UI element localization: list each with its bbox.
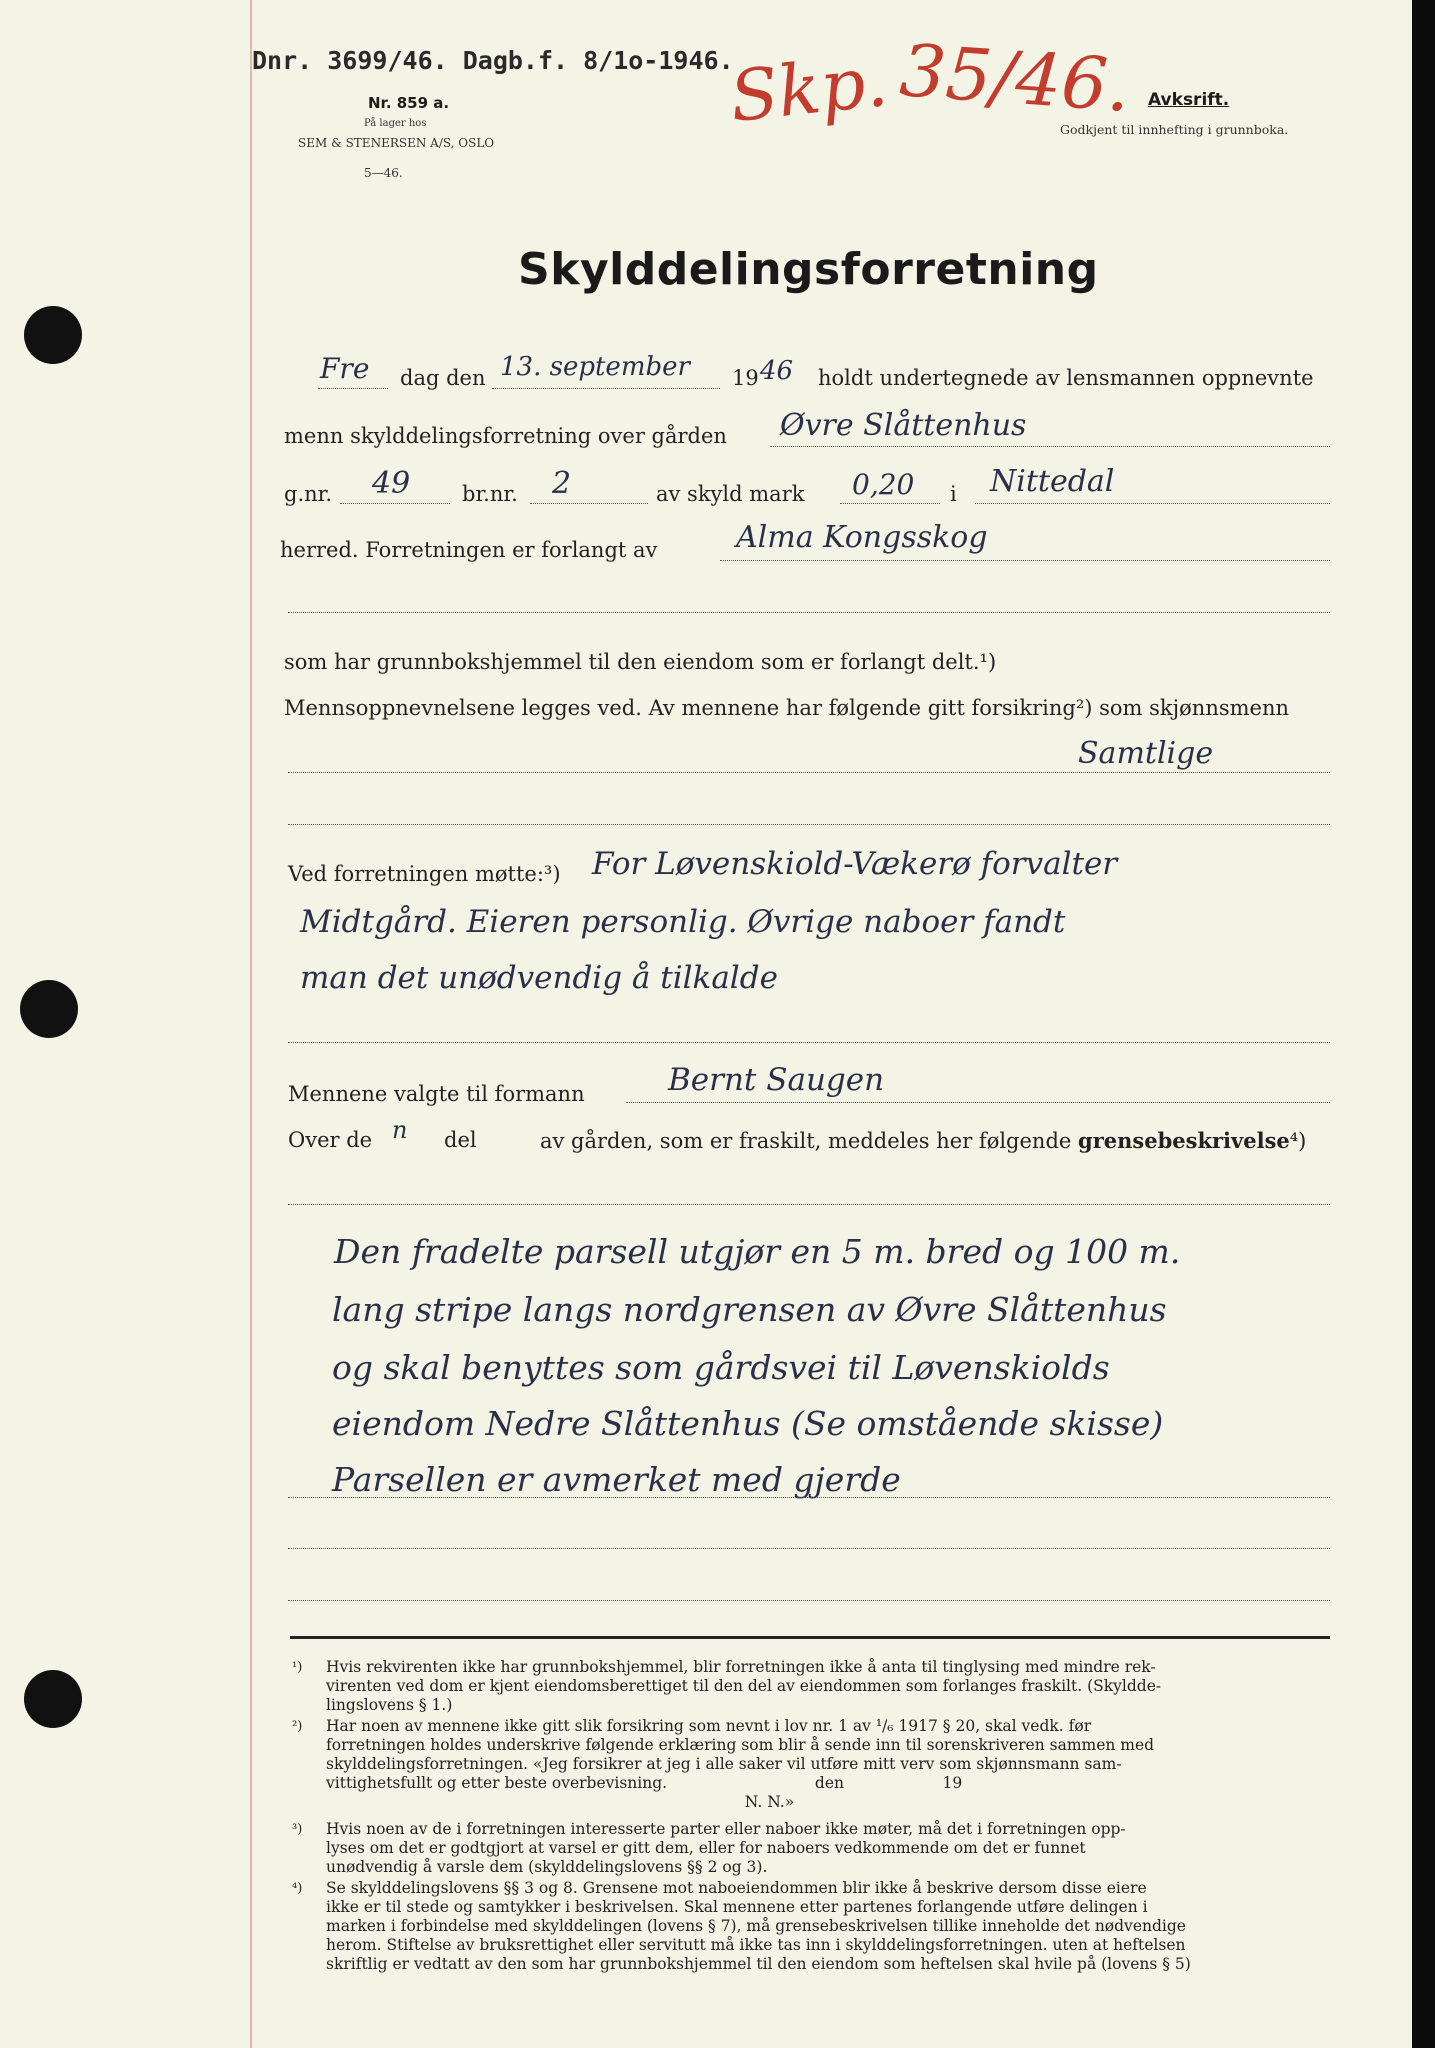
printer-line: SEM & STENERSEN A/S, OSLO [298,136,495,150]
footnote-line: lingslovens § 1.) [326,1696,453,1714]
form-text: Mennsoppnevnelsene legges ved. Av mennene har følgende gitt forsikring²) som skjønnsmenn [284,696,1290,720]
copy-label: Avksrift. [1148,90,1230,110]
form-label: Ved forretningen møtte:³) [288,862,561,886]
hand-municipality: Nittedal [990,464,1115,499]
form-label: 19 [732,366,759,390]
form-label: holdt undertegnede av lensmannen oppnevnte [818,366,1314,390]
hand-over: n [392,1116,408,1144]
hand-attended-line: man det unødvendig å tilkalde [300,960,778,996]
footnote-mark: ³) [292,1822,303,1837]
footnote-line: marken i forbindelse med skylddelingen (lovens § 7), må grensebeskrivelsen tillike inneholde det nødvendige [326,1917,1186,1935]
hand-description-line: Den fradelte parsell utgjør en 5 m. bred og 100 m. [334,1232,1181,1271]
form-number: Nr. 859 a. [368,94,450,112]
footnote-line: N. N.» [326,1793,795,1811]
form-label: g.nr. [284,482,333,506]
hand-year: 46 [760,356,794,386]
footnote-ref: ⁴) [1289,1129,1307,1153]
hand-insured: Samtlige [1078,736,1214,771]
form-label: av skyld mark [656,482,805,506]
punch-hole [24,1670,82,1728]
hand-attended-line: For Løvenskiold-Vækerø forvalter [592,846,1118,882]
form-label: del [444,1128,477,1152]
footnote-line: Hvis rekvirenten ikke har grunnbokshjemmel, blir forretningen ikke å anta til tinglysing med mindre rek- [326,1658,1156,1676]
document-title: Skylddelingsforretning [518,244,1099,295]
footnote-line: herom. Stiftelse av bruksrettighet eller servitutt må ikke tas inn i skylddelingsforretningen. uten at heftelsen [326,1936,1186,1954]
hand-skyld: 0,20 [852,468,915,501]
footnote-line: Se skylddelingslovens §§ 3 og 8. Grensene mot naboeiendommen blir ikke å beskrive dersom disse eiere [326,1879,1147,1897]
hand-description-line: lang stripe langs nordgrensen av Øvre Slåttenhus [332,1290,1167,1329]
form-label: br.nr. [462,482,518,506]
footnote-line: lyses om det er godtgjort at varsel er gitt dem, eller for naboers vedkommende om det er funnet [326,1839,1086,1857]
hand-description-line: og skal benyttes som gårdsvei til Løvenskiolds [332,1348,1110,1387]
footnote-line: vittighetsfullt og etter beste overbevisning. den 19 [326,1774,963,1792]
form-label: herred. Forretningen er forlangt av [280,538,658,562]
footnote-line: Har noen av mennene ikke gitt slik forsikring som nevnt i lov nr. 1 av ¹/₆ 1917 § 20, skal vedk. før [326,1717,1092,1735]
footnote-mark: ¹) [292,1660,303,1675]
footnote-line: forretningen holdes underskrive følgende erklæring som blir å sende inn til sorenskriveren sammen med [326,1736,1155,1754]
form-label: menn skylddelingsforretning over gården [284,424,727,448]
footnote-mark: ⁴) [292,1881,303,1896]
approval-note: Godkjent til innhefting i grunnboka. [1060,122,1289,137]
printer-line: 5—46. [364,166,403,180]
hand-weekday: Fre [320,352,370,385]
form-label: Over de [288,1128,373,1152]
form-label: Mennene valgte til formann [288,1082,585,1106]
red-annotation: Skp. [726,39,892,139]
journal-stamp: Dnr. 3699/46. Dagb.f. 8/1o-1946. [252,46,734,75]
form-text: som har grunnbokshjemmel til den eiendom som er forlangt delt.¹) [284,650,997,674]
footnote-line: skriftlig er vedtatt av den som har grunnbokshjemmel til den eiendom som heftelsen skal hvile på (lovens § 5) [326,1955,1191,1973]
footnote-mark: ²) [292,1719,303,1734]
red-annotation: 35/46. [897,28,1134,128]
punch-hole [20,980,78,1038]
footnote-rule [290,1636,1330,1639]
form-label-bold: grensebeskrivelse [1078,1128,1290,1153]
hand-farm-name: Øvre Slåttenhus [780,408,1027,443]
punch-hole [24,306,82,364]
hand-attended-line: Midtgård. Eieren personlig. Øvrige naboer fandt [300,904,1066,940]
hand-requester: Alma Kongsskog [736,520,988,555]
margin-line [250,0,252,2048]
printer-line: På lager hos [364,118,427,129]
form-label: i [950,482,957,506]
footnote-line: virenten ved dom er kjent eiendomsberettiget til den del av eiendommen som forlanges fraskilt. (Skyldde- [326,1677,1162,1695]
hand-chairman: Bernt Saugen [668,1062,885,1098]
hand-description-line: eiendom Nedre Slåttenhus (Se omstående skisse) [332,1404,1164,1443]
footnote-line: Hvis noen av de i forretningen interesserte parter eller naboer ikke møter, må det i forretningen opp- [326,1820,1126,1838]
footnote-line: skylddelingsforretningen. «Jeg forsikrer at jeg i alle saker vil utføre mitt verv som skjønnsmann sam- [326,1755,1122,1773]
hand-gnr: 49 [372,466,411,501]
form-label [540,1128,1306,1153]
form-label: dag den [400,366,486,390]
hand-brnr: 2 [552,466,572,501]
footnote-line: ikke er til stede og samtykker i beskrivelsen. Skal mennene etter partenes forlangende utføre delingen i [326,1898,1148,1916]
form-label-part: av gården, som er fraskilt, meddeles her følgende [540,1129,1072,1153]
footnote-line: unødvendig å varsle dem (skylddelingslovens §§ 2 og 3). [326,1858,768,1876]
hand-date: 13. september [500,352,690,382]
hand-description-line: Parsellen er avmerket med gjerde [332,1460,901,1499]
